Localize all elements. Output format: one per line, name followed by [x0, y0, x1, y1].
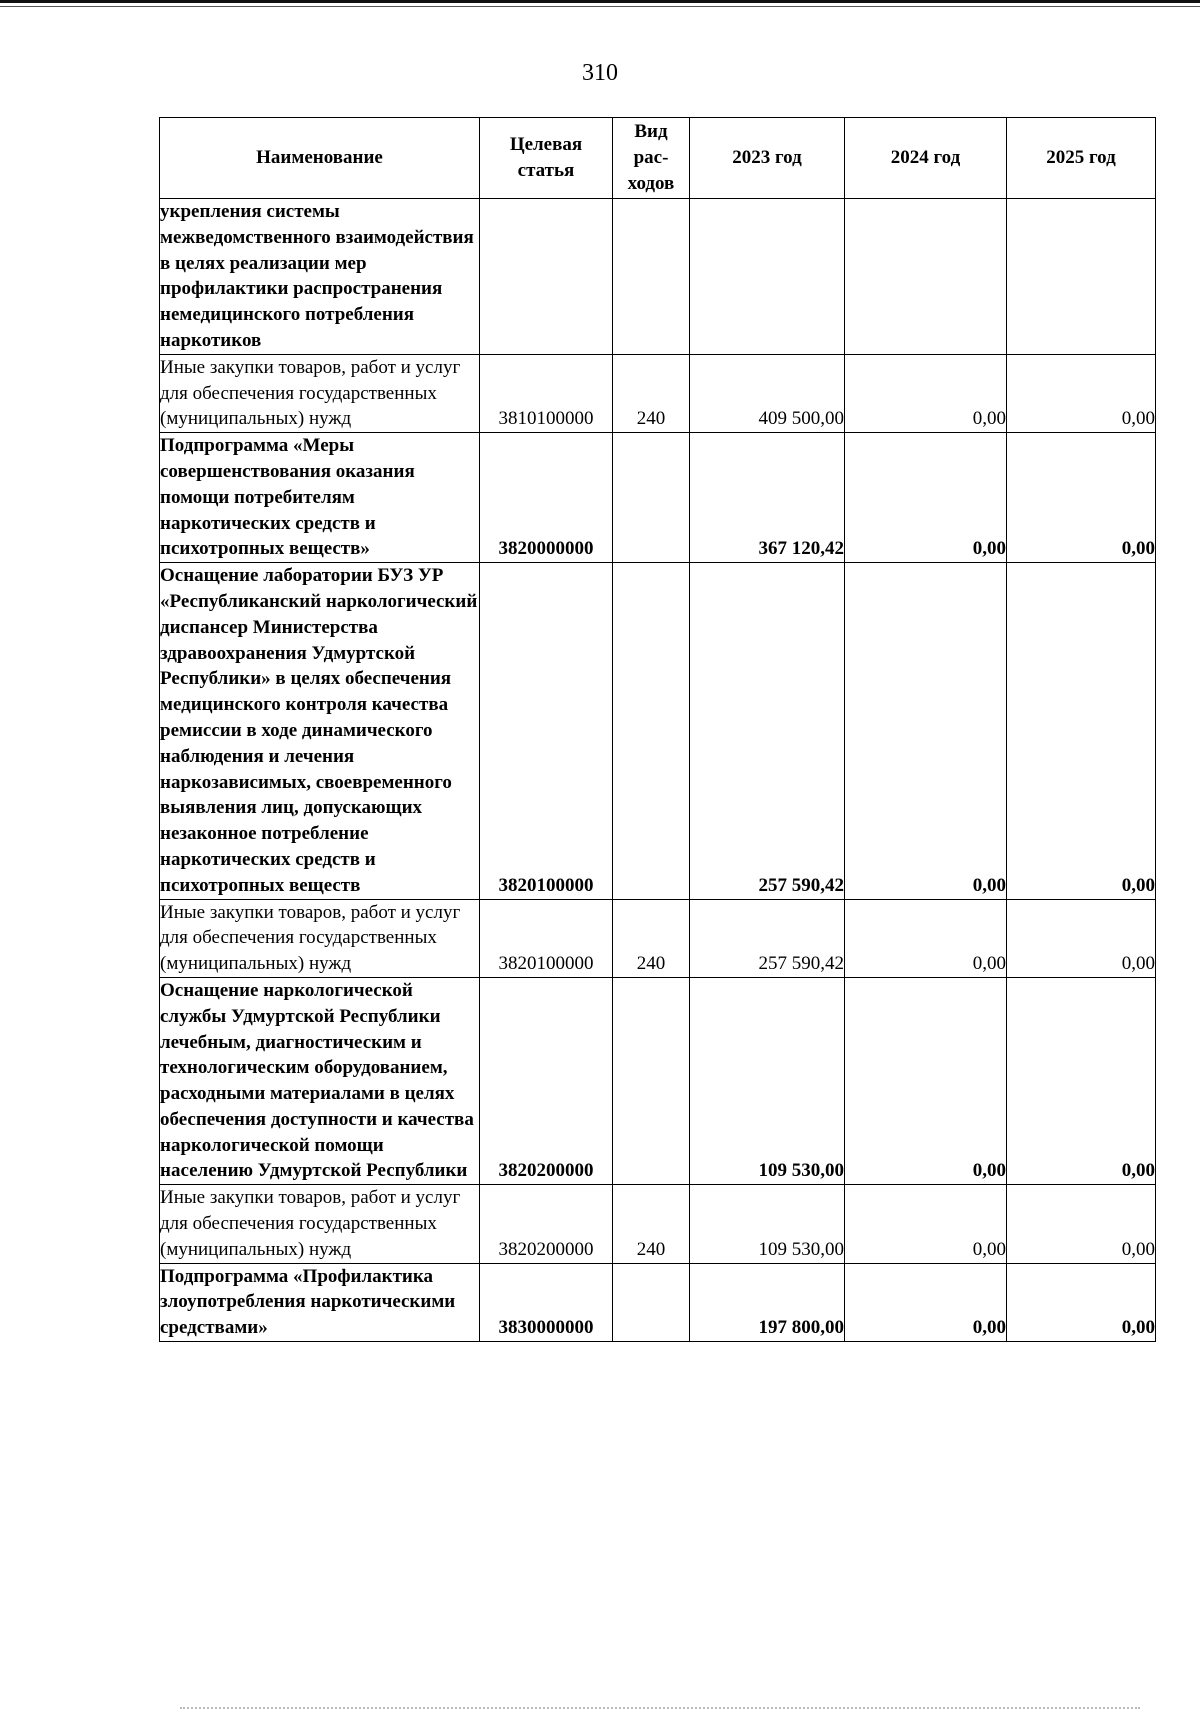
cell-name: Оснащение наркологической службы Удмуртской Республики лечебным, диагностическим и технологическим оборудованием, расходными материалами в целях обеспечения доступности и качества наркологической помощи населению Удмуртской Республики [160, 977, 480, 1184]
cell-expense-kind: 240 [613, 1185, 690, 1263]
cell-amount-2024: 0,00 [845, 563, 1007, 899]
cell-amount-2025: 0,00 [1007, 563, 1156, 899]
cell-name: Оснащение лаборатории БУЗ УР «Республиканский наркологический диспансер Министерства здравоохранения Удмуртской Республики» в целях обеспечения медицинского контроля качества ремиссии в ходе динамического наблюдения и лечения наркозависимых, своевременного выявления лиц, допускающих незаконное потребление наркотических средств и психотропных веществ [160, 563, 480, 899]
table-row [160, 199, 1156, 355]
cell-amount-2023: 409 500,00 [690, 354, 845, 432]
cell-target-article: 3820100000 [480, 899, 613, 977]
bottom-scan-artifact [180, 1707, 1140, 1711]
cell-name: Иные закупки товаров, работ и услуг для обеспечения государственных (муниципальных) нужд [160, 1185, 480, 1263]
cell-expense-kind: 240 [613, 899, 690, 977]
cell-amount-2025 [1007, 199, 1156, 355]
cell-target-article: 3830000000 [480, 1263, 613, 1341]
cell-amount-2023 [690, 199, 845, 355]
cell-amount-2023: 109 530,00 [690, 977, 845, 1184]
cell-amount-2025: 0,00 [1007, 354, 1156, 432]
header-year-2024: 2024 год [845, 118, 1007, 199]
cell-amount-2024: 0,00 [845, 1263, 1007, 1341]
table-row [160, 1185, 1156, 1263]
cell-expense-kind [613, 199, 690, 355]
header-target-article: Целевая статья [480, 118, 613, 199]
cell-amount-2024: 0,00 [845, 899, 1007, 977]
cell-expense-kind [613, 1263, 690, 1341]
header-name: Наименование [160, 118, 480, 199]
page-number: 310 [582, 60, 618, 86]
cell-name: Подпрограмма «Меры совершенствования оказания помощи потребителям наркотических средств и психотропных веществ» [160, 433, 480, 563]
cell-amount-2025: 0,00 [1007, 1263, 1156, 1341]
cell-target-article: 3820100000 [480, 563, 613, 899]
cell-target-article: 3820200000 [480, 977, 613, 1184]
cell-amount-2024: 0,00 [845, 977, 1007, 1184]
table-row [160, 433, 1156, 563]
cell-expense-kind [613, 433, 690, 563]
cell-amount-2024: 0,00 [845, 433, 1007, 563]
cell-target-article [480, 199, 613, 355]
cell-amount-2024 [845, 199, 1007, 355]
budget-table [159, 117, 1156, 1342]
table-row [160, 563, 1156, 899]
top-border-line [0, 0, 1200, 3]
cell-expense-kind: 240 [613, 354, 690, 432]
cell-name: Подпрограмма «Профилактика злоупотребления наркотическими средствами» [160, 1263, 480, 1341]
cell-amount-2023: 367 120,42 [690, 433, 845, 563]
cell-expense-kind [613, 563, 690, 899]
cell-amount-2025: 0,00 [1007, 1185, 1156, 1263]
table-body [160, 199, 1156, 1342]
cell-amount-2023: 109 530,00 [690, 1185, 845, 1263]
header-expense-kind: Вид рас- ходов [613, 118, 690, 199]
table-row [160, 977, 1156, 1184]
cell-amount-2025: 0,00 [1007, 433, 1156, 563]
cell-amount-2024: 0,00 [845, 354, 1007, 432]
cell-name: укрепления системы межведомственного взаимодействия в целях реализации мер профилактики распространения немедицинского потребления наркотиков [160, 199, 480, 355]
cell-amount-2024: 0,00 [845, 1185, 1007, 1263]
cell-target-article: 3820000000 [480, 433, 613, 563]
table-row [160, 1263, 1156, 1341]
cell-amount-2023: 257 590,42 [690, 563, 845, 899]
cell-name: Иные закупки товаров, работ и услуг для обеспечения государственных (муниципальных) нужд [160, 899, 480, 977]
cell-amount-2023: 257 590,42 [690, 899, 845, 977]
cell-target-article: 3820200000 [480, 1185, 613, 1263]
cell-expense-kind [613, 977, 690, 1184]
table-header-row [160, 118, 1156, 199]
cell-target-article: 3810100000 [480, 354, 613, 432]
cell-amount-2023: 197 800,00 [690, 1263, 845, 1341]
top-border-line-thin [0, 6, 1200, 7]
cell-name: Иные закупки товаров, работ и услуг для обеспечения государственных (муниципальных) нужд [160, 354, 480, 432]
table-row [160, 354, 1156, 432]
cell-amount-2025: 0,00 [1007, 977, 1156, 1184]
header-year-2023: 2023 год [690, 118, 845, 199]
cell-amount-2025: 0,00 [1007, 899, 1156, 977]
header-year-2025: 2025 год [1007, 118, 1156, 199]
table-row [160, 899, 1156, 977]
